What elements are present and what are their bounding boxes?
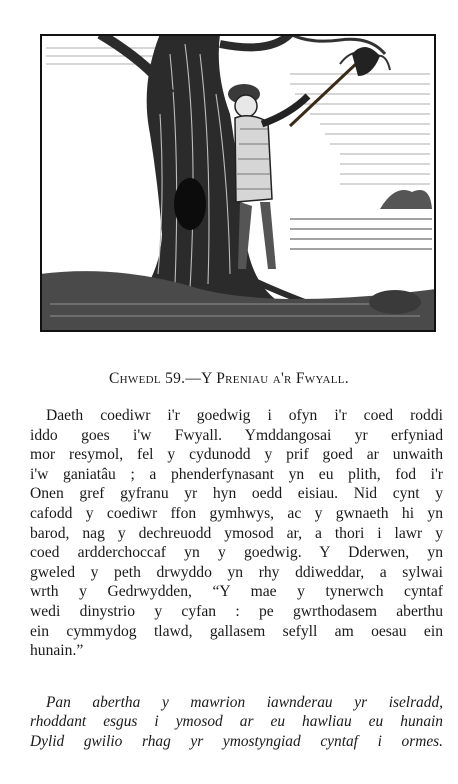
body-line: Onen gref gyfranu yr hyn oedd eisiau. Nid cynt y bbox=[30, 485, 443, 503]
moral-line: Dylid gwilio rhag yr ymostyngiad cyntaf i ormes. bbox=[30, 732, 443, 750]
woodcut-illustration bbox=[40, 34, 436, 332]
moral-line: Pan abertha y mawrion iawnderau yr iselradd, bbox=[46, 694, 443, 711]
body-line: coed ardderchoccaf yn y goedwig. Y Dderwen, yn bbox=[30, 544, 443, 562]
body-line: i'w ganiatâu ; a phenderfynasant yn eu plith, fod i'r bbox=[30, 465, 443, 483]
body-line: hunain.” bbox=[30, 642, 84, 660]
body-line: wedi dinystrio y cyfan : pe gwrthodasem aberthu bbox=[30, 602, 443, 620]
body-line: Daeth coediwr i'r goedwig i ofyn i'r coed roddi bbox=[46, 407, 443, 424]
body-line: mor resymol, fel y cydunodd y prif goed ar unwaith bbox=[30, 446, 443, 464]
body-line: wrth y Gedrwydden, “Y mae y tynerwch cyntaf bbox=[30, 583, 443, 601]
fable-moral bbox=[30, 693, 443, 751]
body-line: gweled y peth drwyddo yn rhy ddiweddar, a sylwai bbox=[30, 563, 443, 581]
fable-body bbox=[30, 406, 443, 661]
body-line: cafodd y coediwr ffon gymhwys, ac y gwnaeth hi yn bbox=[30, 504, 443, 522]
fable-number: Chwedl 59.— bbox=[109, 370, 202, 387]
body-line: ein cymmydog tlawd, gallasem sefyll am oesau ein bbox=[30, 622, 443, 640]
fable-title bbox=[0, 370, 458, 388]
moral-line: rhoddant esgus i ymosod ar eu hawliau eu hunain bbox=[30, 713, 443, 731]
body-line: barod, nag y dechreuodd ymosod ar, a thori i lawr y bbox=[30, 524, 443, 542]
body-line: iddo goes i'w Fwyall. Ymddangosai yr erfyniad bbox=[30, 426, 443, 444]
fable-name: Y Preniau a'r Fwyall. bbox=[201, 370, 349, 387]
